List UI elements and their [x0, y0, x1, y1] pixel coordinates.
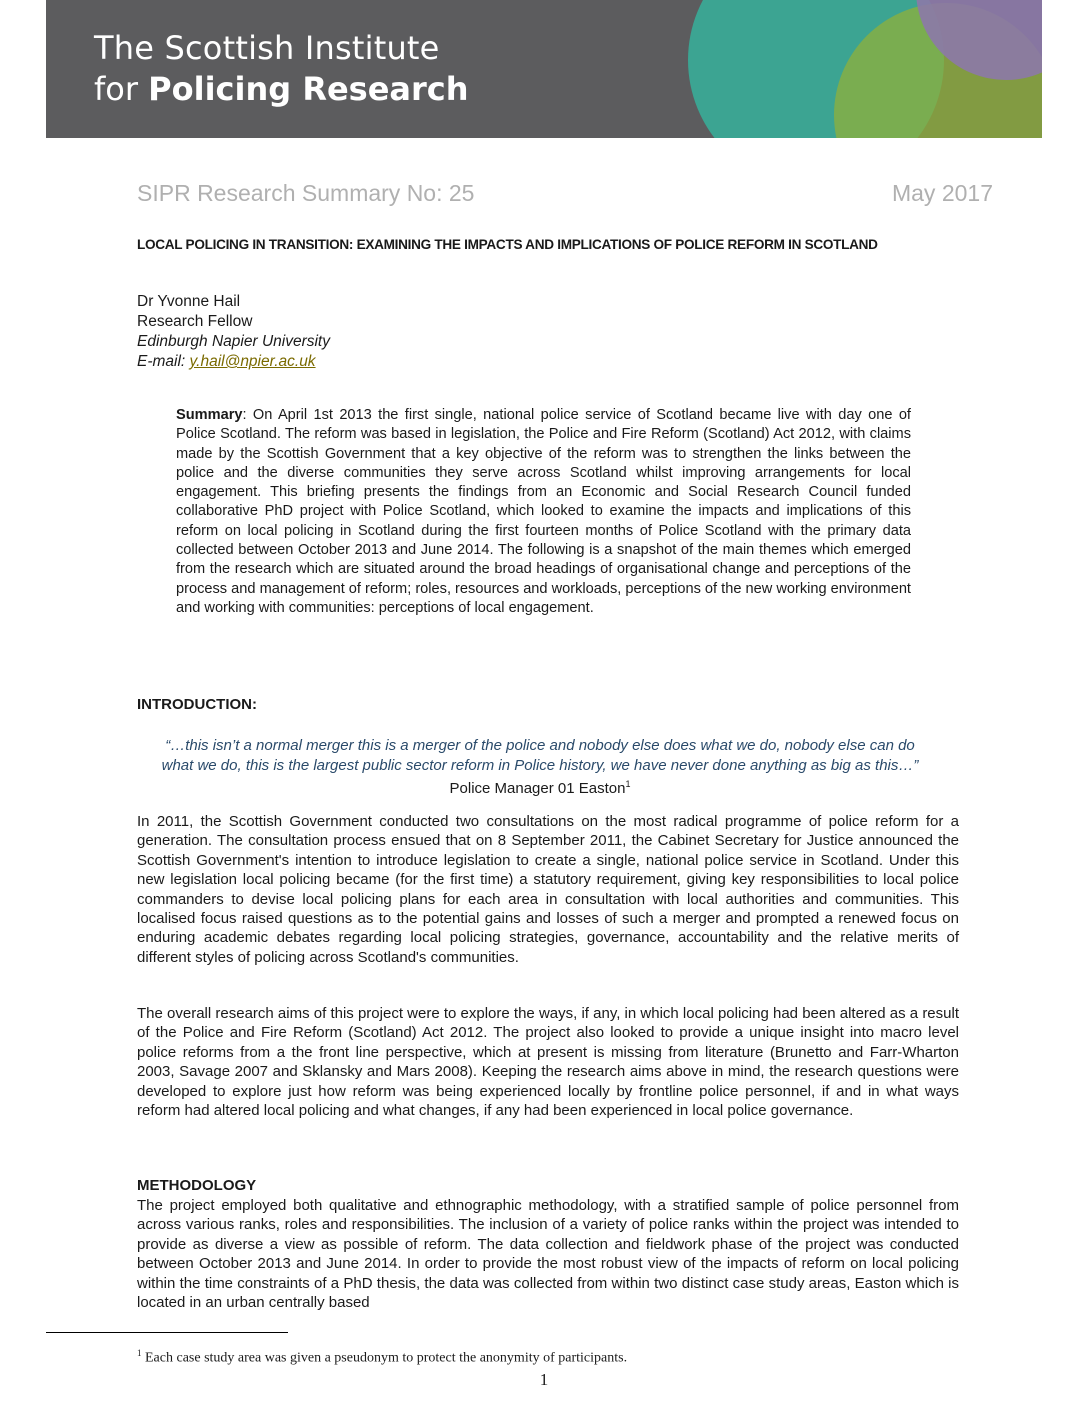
summary-label: Summary	[176, 407, 243, 423]
summary-paragraph	[176, 406, 911, 618]
summary-text: : On April 1st 2013 the first single, national police service of Scotland became live with day one of Police Scotland. The reform was based in legislation, the Police and Fire Reform (Scotland) Act 2012, with claims made by the Scottish Government that a key objective of the reform was to strengthen the links between the police and the diverse communities they serve across Scotland whilst improving arrangements for local engagement. This briefing presents the findings from an Economic and Social Research Council funded collaborative PhD project with Police Scotland, which looked to examine the impacts and implications of this reform on local policing in Scotland during the first fourteen months of Police Scotland with the primary data collected between October 2013 and June 2014. The following is a snapshot of the main themes which emerged from the research which are situated around the broad headings of organisational change and perceptions of the process and management of reform; roles, resources and workloads, perceptions of the new working environment and working with communities: perceptions of local engagement.	[176, 407, 911, 616]
footnote	[137, 1348, 627, 1367]
intro-paragraph-1: In 2011, the Scottish Government conducted two consultations on the most radical programme of police reform for a generation. The consultation process ensued that on 8 September 2011, the Cabinet Secretary for Justice announced the Scottish Government's intention to introduce legislation to create a single, national police service in Scotland. Under this new legislation local policing became (for the first time) a statutory requirement, giving key responsibilities to local police commanders to devise local policing plans for each area in consultation with local authorities and communities. This localised focus raised questions as to the potential gains and losses of such a merger and prompted a renewed focus on enduring academic debates regarding local policing strategies, governance, accountability and the relative merits of different styles of policing across Scotland's communities.	[137, 813, 959, 966]
org-name-line1: The Scottish Institute	[94, 29, 440, 67]
organisation-logo	[94, 28, 469, 110]
publication-date: May 2017	[891, 180, 993, 206]
author-email-line	[137, 352, 330, 372]
author-block	[137, 292, 330, 372]
introduction-heading: INTRODUCTION:	[137, 696, 257, 713]
quote-attribution: Police Manager 01 Easton	[449, 780, 626, 797]
email-link[interactable]: y.hail@npier.ac.uk	[189, 353, 316, 370]
footnote-marker: 1	[137, 1348, 142, 1358]
methodology-paragraph: The project employed both qualitative and ethnographic methodology, with a stratified sample of police personnel from across various ranks, roles and responsibilities. The inclusion of a variety of police ranks within the project was intended to provide as diverse a view as possible of reform. The data collection and fieldwork phase of the project was conducted between October 2013 and June 2014. In order to provide the most robust view of the impacts of reform on local policing within the time constraints of a PhD thesis, the data was collected from within two distinct case study areas, Easton which is located in an urban centrally based	[137, 1197, 959, 1312]
series-label: SIPR Research Summary No: 25	[137, 180, 475, 206]
quote-text: “…this isn’t a normal merger this is a merger of the police and nobody else does what we do, nobody else can do what we do, this is the largest public sector reform in Police history, we have never done anything as big as this…”	[161, 737, 919, 774]
intro-quote	[160, 736, 920, 799]
footnote-ref: 1	[625, 779, 631, 789]
author-institution: Edinburgh Napier University	[137, 333, 330, 350]
footnote-text: Each case study area was given a pseudonym to protect the anonymity of participants.	[145, 1350, 628, 1366]
org-name-prefix: for	[94, 70, 138, 108]
methodology-heading: METHODOLOGY	[137, 1177, 257, 1194]
page-number: 1	[539, 1370, 549, 1389]
org-name-bold: Policing Research	[148, 70, 469, 108]
footnote-divider	[46, 1332, 288, 1333]
author-role: Research Fellow	[137, 313, 253, 330]
document-title: LOCAL POLICING IN TRANSITION: EXAMINING THE IMPACTS AND IMPLICATIONS OF POLICE REFORM IN SCOTLAND	[137, 237, 878, 252]
intro-paragraph-2: The overall research aims of this project were to explore the ways, if any, in which local policing had been altered as a result of the Police and Fire Reform (Scotland) Act 2012. The project also looked to provide a unique insight into macro level police reforms from a the front line perspective, which at present is missing from literature (Brunetto and Farr-Wharton 2003, Savage 2007 and Sklansky and Mars 2008). Keeping the research aims above in mind, the research questions were developed to explore just how reform was being experienced locally by frontline police personnel, if and in what ways reform had altered local policing and what changes, if any had been experienced in local police governance.	[137, 1005, 959, 1120]
email-label: E-mail:	[137, 353, 186, 370]
org-name-line2	[94, 68, 469, 110]
author-name: Dr Yvonne Hail	[137, 293, 241, 310]
header-banner	[46, 0, 1042, 138]
